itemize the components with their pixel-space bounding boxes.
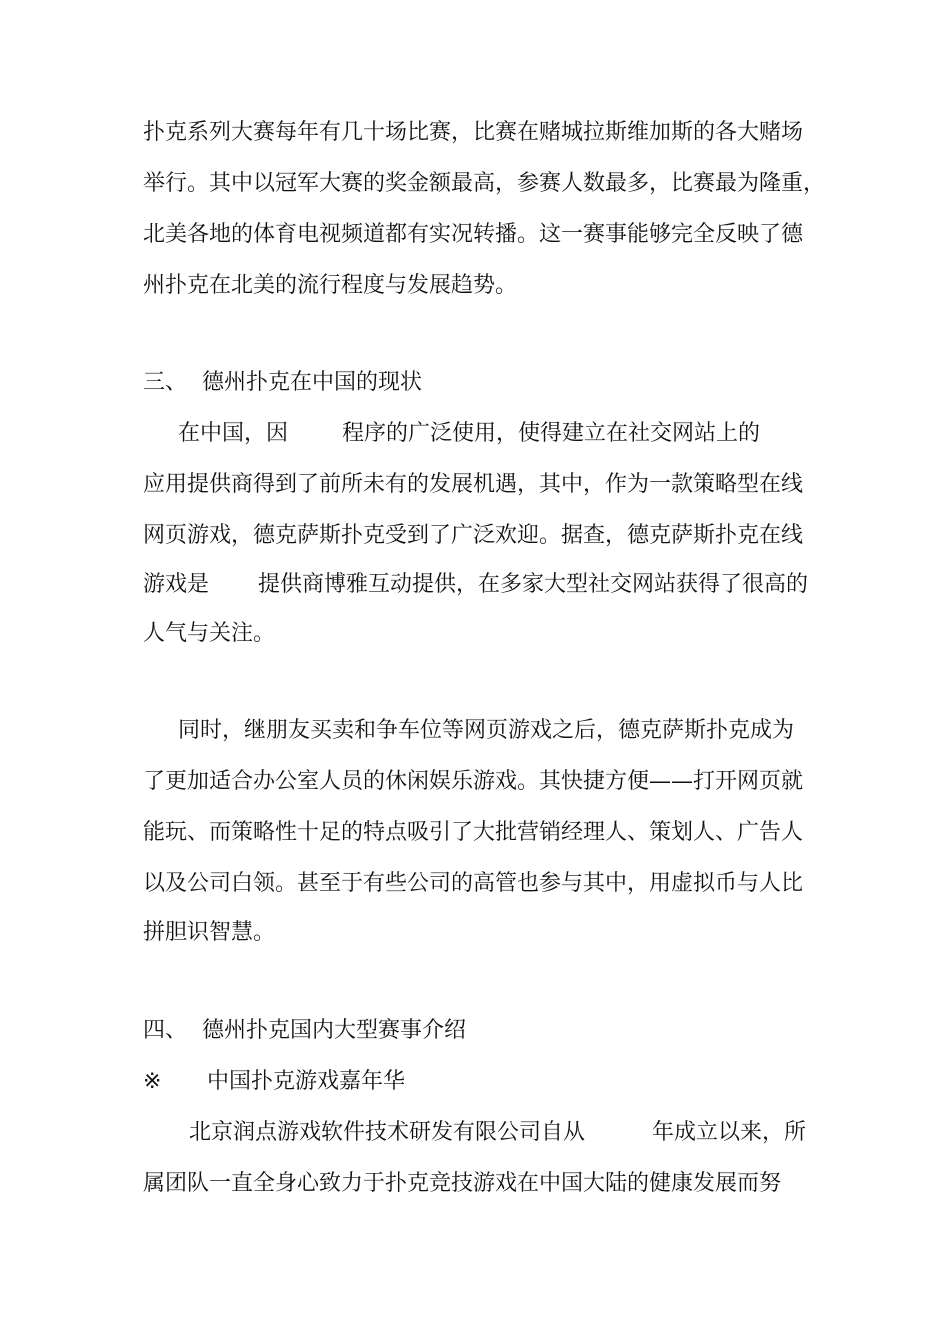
para4-line-1 <box>189 1118 807 1148</box>
para1-text-2: 举行。其中以冠军大赛的奖金额最高，参赛人数最多，比赛最为隆重， <box>143 171 826 196</box>
para2-text-4b: 提供商博雅互动提供，在多家大型社交网站获得了很高的 <box>258 572 809 597</box>
para1-text-4: 州扑克在北美的流行程度与发展趋势。 <box>143 273 518 298</box>
para2-text-1a: 在中国，因 <box>178 421 289 446</box>
para1-text-3: 北美各地的体育电视频道都有实况转播。这一赛事能够完全反映了德 <box>143 222 804 247</box>
subheading <box>143 1067 406 1097</box>
para2-line-2 <box>143 470 803 500</box>
para3-text-5: 拼胆识智慧。 <box>143 920 276 945</box>
para2-line-1 <box>178 419 761 449</box>
para1-line-3 <box>143 220 803 250</box>
para2-line-4 <box>143 570 809 600</box>
para3-line-5 <box>143 918 275 948</box>
para4-text-1a: 北京润点游戏软件技术研发有限公司自从 <box>189 1120 586 1145</box>
para3-text-1: 同时，继朋友买卖和争车位等网页游戏之后，德克萨斯扑克成为 <box>178 718 795 743</box>
para3-text-4: 以及公司白领。甚至于有些公司的高管也参与其中，用虚拟币与人比 <box>143 871 804 896</box>
para3-line-1 <box>178 716 794 746</box>
para1-line-1 <box>143 118 803 148</box>
section-heading-4 <box>143 1016 467 1046</box>
para3-line-2 <box>143 767 803 797</box>
para2-line-5 <box>143 619 275 649</box>
para2-text-4a: 游戏是 <box>143 572 210 597</box>
para2-text-5: 人气与关注。 <box>143 621 276 646</box>
subheading-title: 中国扑克游戏嘉年华 <box>207 1069 406 1094</box>
para2-line-3 <box>143 521 803 551</box>
para3-text-3: 能玩、而策略性十足的特点吸引了大批营销经理人、策划人、广告人 <box>143 820 804 845</box>
section-heading-3 <box>143 368 423 398</box>
para1-text-1: 扑克系列大赛每年有几十场比赛，比赛在赌城拉斯维加斯的各大赌场 <box>143 120 804 145</box>
para1-line-4 <box>143 271 517 301</box>
para3-text-2: 了更加适合办公室人员的休闲娱乐游戏。其快捷方便——打开网页就 <box>143 769 804 794</box>
section-title-4: 德州扑克国内大型赛事介绍 <box>202 1018 467 1043</box>
para4-text-1b: 年成立以来，所 <box>652 1120 807 1145</box>
section-title-3: 德州扑克在中国的现状 <box>202 370 423 395</box>
para3-line-3 <box>143 818 803 848</box>
section-number-3: 三、 <box>143 370 188 395</box>
section-number-4: 四、 <box>143 1018 188 1043</box>
para2-text-2: 应用提供商得到了前所未有的发展机遇，其中，作为一款策略型在线 <box>143 472 804 497</box>
reference-mark: ※ <box>143 1069 162 1094</box>
para2-text-3: 网页游戏，德克萨斯扑克受到了广泛欢迎。据查，德克萨斯扑克在线 <box>143 523 804 548</box>
para2-text-1b: 程序的广泛使用，使得建立在社交网站上的 <box>342 421 761 446</box>
para4-line-2 <box>143 1169 781 1199</box>
para4-text-2: 属团队一直全身心致力于扑克竞技游戏在中国大陆的健康发展而努 <box>143 1171 782 1196</box>
para1-line-2 <box>143 169 825 199</box>
para3-line-4 <box>143 869 803 899</box>
